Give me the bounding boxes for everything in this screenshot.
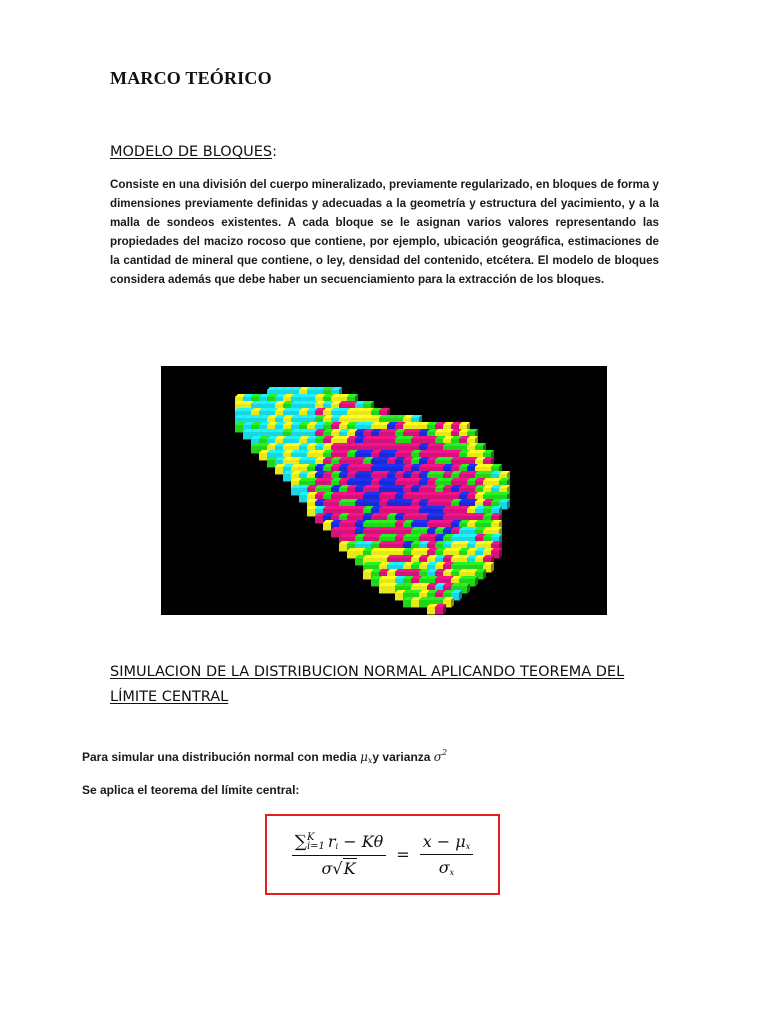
intro-prefix: Para simular una distribución normal con media: [82, 750, 361, 764]
rhs-fraction: [420, 832, 474, 877]
sigma-squared-symbol: $\sigma^2$: [433, 748, 448, 764]
rhs-denominator: $\sigma_x$: [438, 858, 455, 877]
formula-box: [265, 814, 500, 895]
section-heading-line-2: LÍMITE CENTRAL: [110, 689, 229, 705]
section-heading-line-1: SIMULACION DE LA DISTRIBUCION NORMAL APLICANDO TEOREMA DEL: [110, 664, 625, 680]
block-cubes: [235, 387, 510, 615]
equals-sign: =: [396, 845, 410, 864]
rhs-numerator: $x - \mu_x$: [420, 832, 474, 855]
central-limit-formula: [267, 816, 498, 893]
block-model-paragraph: Consiste en una división del cuerpo mineralizado, previamente regularizado, en bloques de forma y dimensiones previamente definidas y adecuadas a la geometría y estructura del yacimiento, y a la malla de sondeos existentes. A cada bloque se le asignan varios valores representando las propiedades del macizo rocoso que contiene, por ejemplo, ubicación geográfica, estimaciones de la cantidad de mineral que contiene, o ley, densidad del contenido, etcétera. El modelo de bloques considera además que debe haber un secuenciamiento para la extracción de los bloques.: [110, 178, 659, 286]
block-model-graphic: [161, 366, 607, 615]
page-title: MARCO TEÓRICO: [110, 68, 272, 88]
theorem-intro-text: Se aplica el teorema del límite central:: [82, 783, 300, 797]
mu-symbol: $\mu_x$: [360, 750, 373, 765]
section-heading-simulation: [110, 660, 670, 710]
simulation-intro-text: [82, 748, 447, 765]
section-heading-text: MODELO DE BLOQUES: [110, 144, 273, 160]
intro-middle: y varianza: [372, 750, 434, 764]
lhs-fraction: [292, 832, 386, 878]
lhs-numerator: ∑ K i=1 $r_i - K\theta$: [292, 832, 386, 856]
lhs-denominator: σ√K: [321, 858, 356, 878]
block-model-3d-image: [161, 366, 607, 615]
section-heading-block-model: [110, 144, 277, 160]
section-heading-colon: :: [272, 144, 277, 160]
